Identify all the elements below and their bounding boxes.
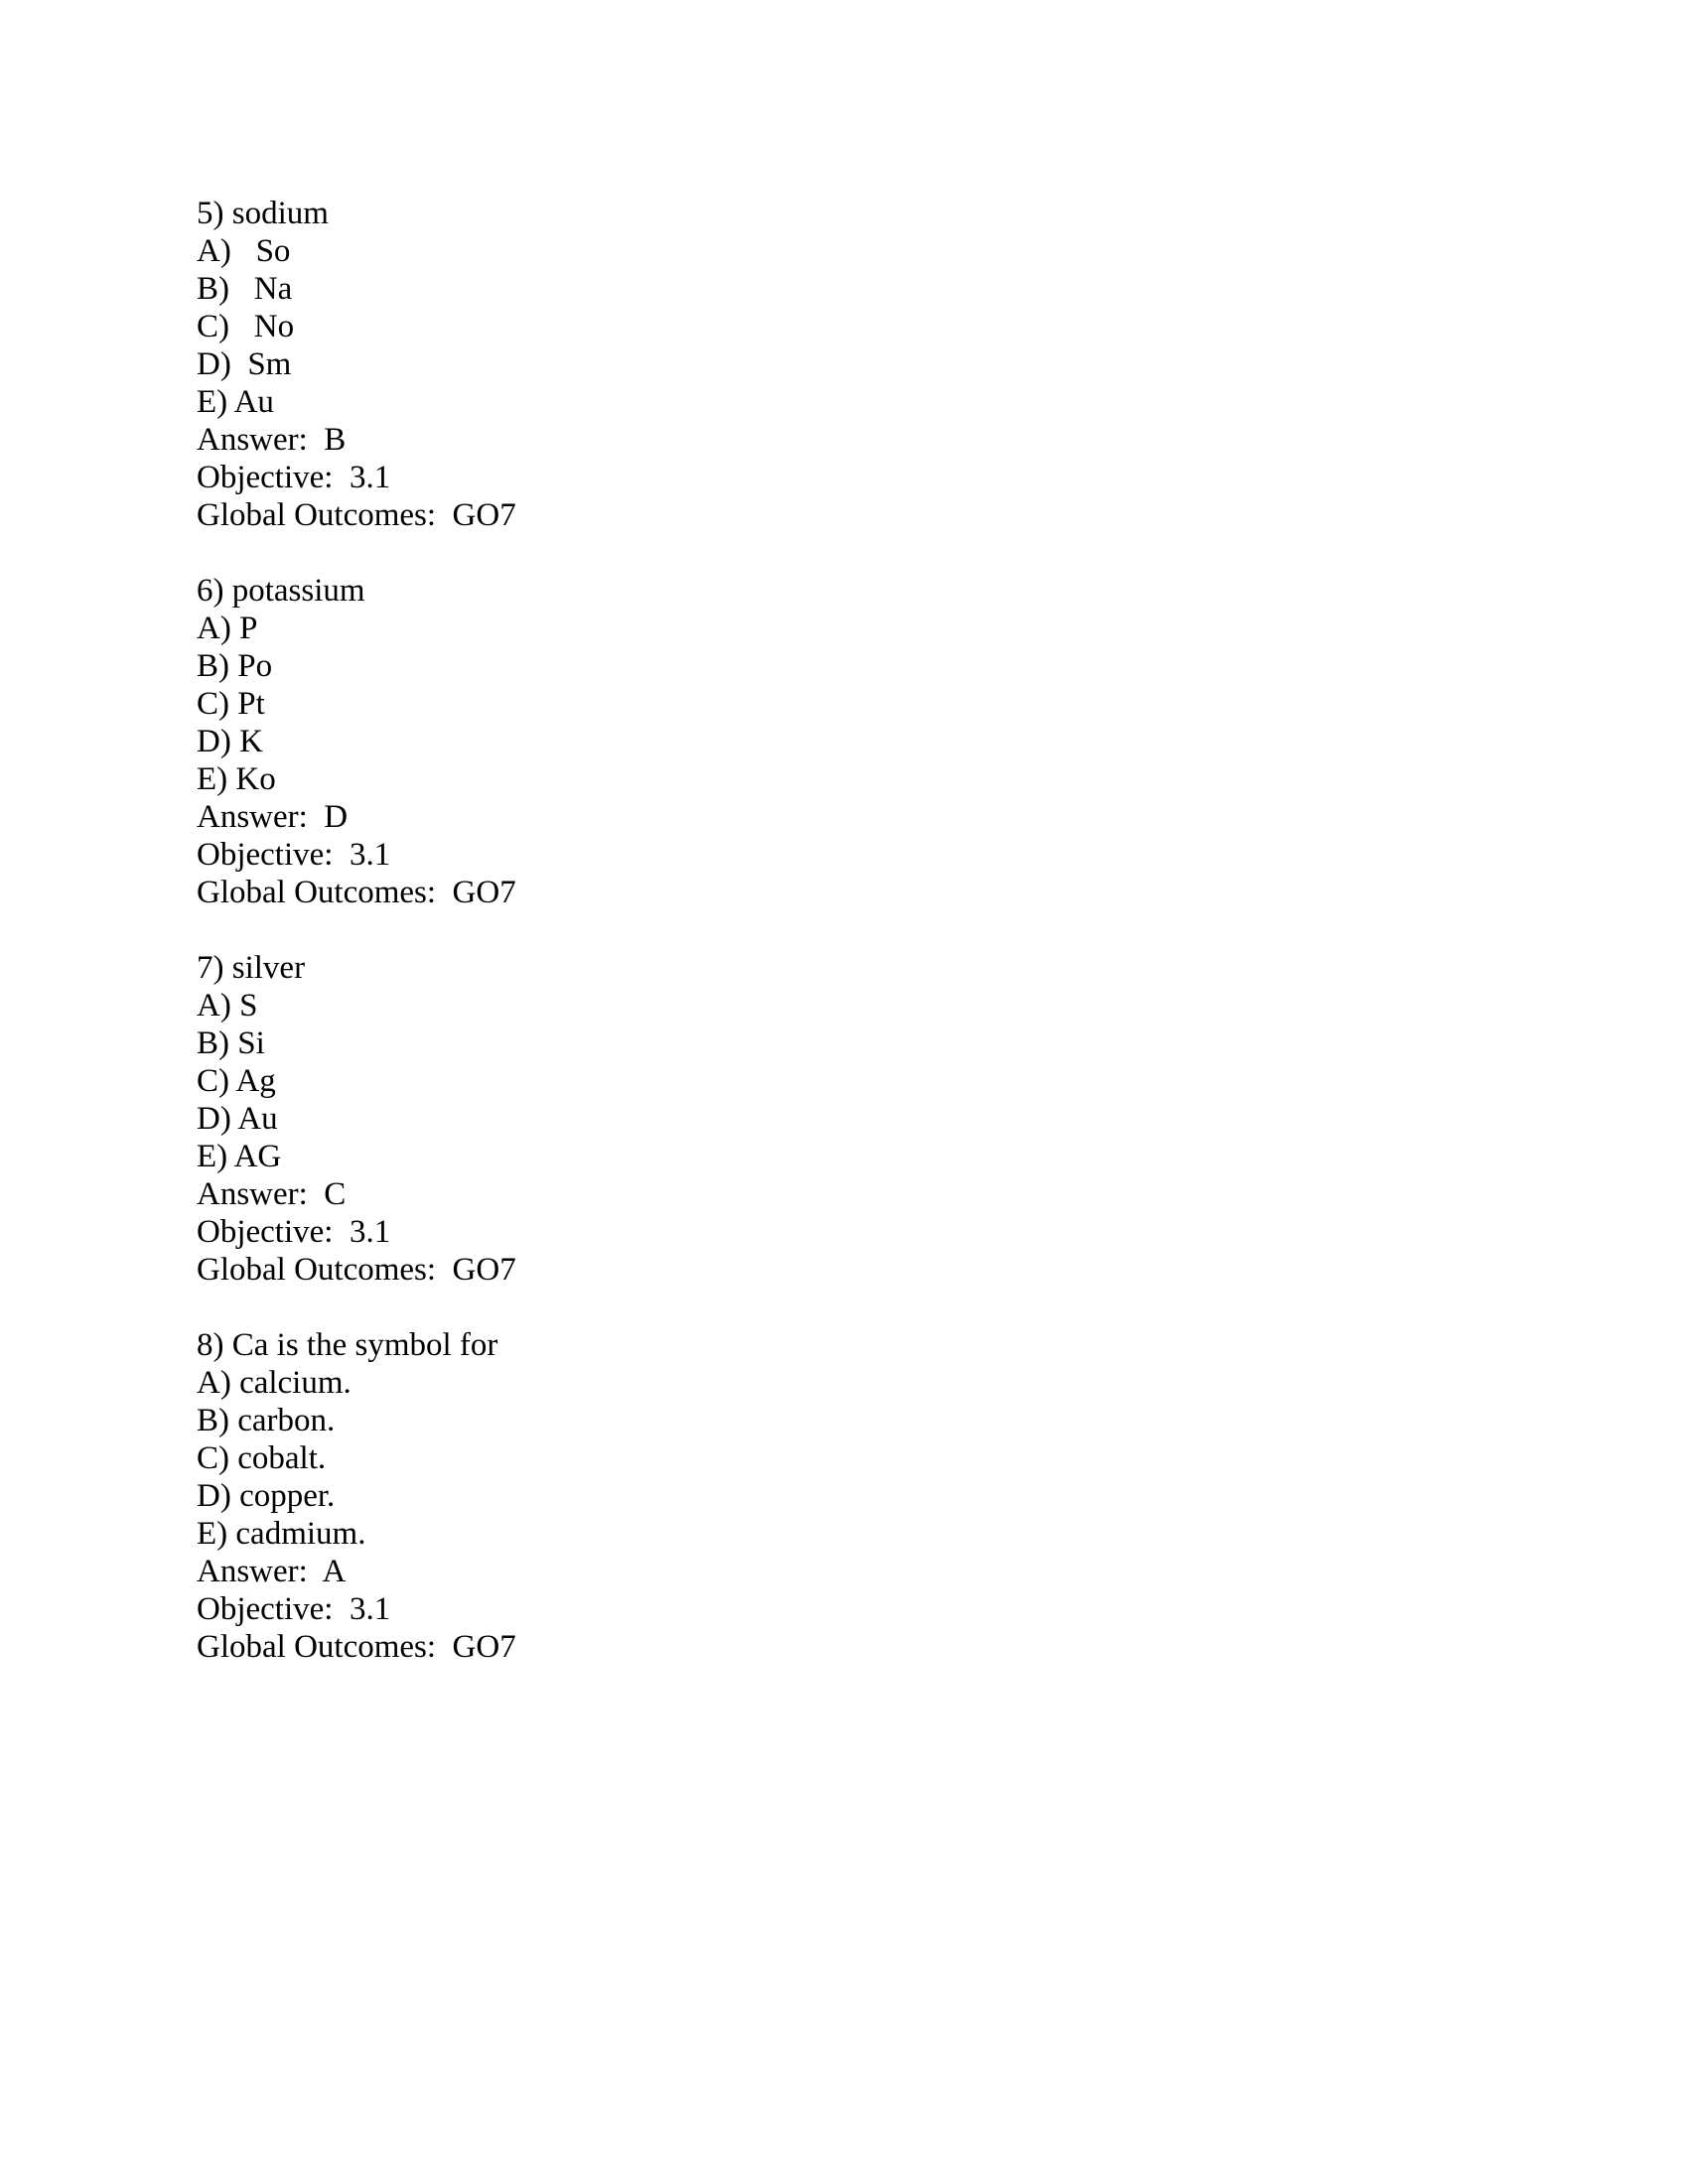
question-prompt: 8) Ca is the symbol for <box>197 1327 498 1363</box>
objective-line: Objective: 3.1 <box>197 1214 391 1250</box>
option-c: C) Ag <box>197 1063 276 1099</box>
option-a: A) S <box>197 988 258 1024</box>
option-e: E) cadmium. <box>197 1516 366 1552</box>
option-c: C) cobalt. <box>197 1440 327 1476</box>
option-d: D) copper. <box>197 1478 336 1514</box>
option-b: B) carbon. <box>197 1403 336 1438</box>
option-b: B) Po <box>197 648 273 684</box>
question-prompt: 5) sodium <box>197 196 329 231</box>
global-outcomes-line: Global Outcomes: GO7 <box>197 875 516 910</box>
option-d: D) Sm <box>197 346 292 382</box>
option-b: B) Si <box>197 1025 265 1061</box>
option-e: E) Au <box>197 384 274 420</box>
objective-line: Objective: 3.1 <box>197 460 391 495</box>
option-c: C) No <box>197 309 295 344</box>
answer-line: Answer: C <box>197 1176 347 1212</box>
global-outcomes-line: Global Outcomes: GO7 <box>197 1629 516 1665</box>
question-5 <box>197 195 1487 534</box>
option-a: A) calcium. <box>197 1365 352 1401</box>
option-e: E) Ko <box>197 761 276 797</box>
global-outcomes-line: Global Outcomes: GO7 <box>197 497 516 533</box>
question-prompt: 7) silver <box>197 950 306 986</box>
question-6 <box>197 572 1487 911</box>
answer-line: Answer: D <box>197 799 349 835</box>
option-c: C) Pt <box>197 686 265 722</box>
question-7 <box>197 949 1487 1289</box>
option-a: A) P <box>197 611 258 646</box>
global-outcomes-line: Global Outcomes: GO7 <box>197 1252 516 1288</box>
answer-line: Answer: B <box>197 422 347 458</box>
question-8 <box>197 1326 1487 1666</box>
option-b: B) Na <box>197 271 293 307</box>
option-a: A) So <box>197 233 291 269</box>
option-e: E) AG <box>197 1139 282 1174</box>
objective-line: Objective: 3.1 <box>197 1591 391 1627</box>
document-page <box>197 195 1487 1704</box>
objective-line: Objective: 3.1 <box>197 837 391 873</box>
option-d: D) Au <box>197 1101 278 1137</box>
question-prompt: 6) potassium <box>197 573 365 609</box>
option-d: D) K <box>197 724 263 759</box>
answer-line: Answer: A <box>197 1554 347 1589</box>
